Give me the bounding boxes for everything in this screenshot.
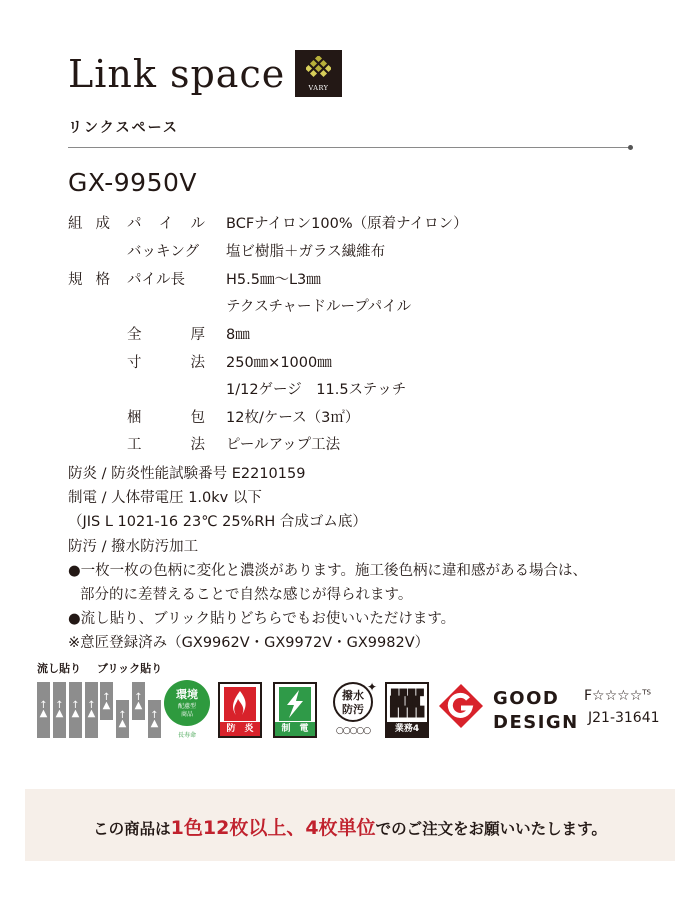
people-icon: ■■■■ ██ ██ █ █ █ █ [390, 687, 424, 718]
note-install: ●流し貼り、ブリック貼りどちらでもお使いいただけます。 [68, 611, 456, 628]
sparkle-icon: ✦ [366, 680, 377, 694]
certification-number: J21-31641 [588, 710, 660, 726]
antistatic-badge [273, 682, 317, 738]
banner-text-2: でのご注文をお願いいたします。 [375, 820, 607, 838]
vary-diamond-icon [306, 56, 331, 81]
flame-icon [224, 687, 256, 721]
method-label: 工 法 [127, 437, 205, 453]
banner-text-1: この商品は [93, 820, 171, 838]
note-antistatic: 制電 / 人体帯電圧 1.0kv 以下 [68, 490, 262, 507]
note-fireproof: 防炎 / 防炎性能試験番号 E2210159 [68, 466, 306, 482]
pile-value: BCFナイロン100%（原着ナイロン） [226, 216, 468, 232]
business-use-badge [385, 682, 429, 738]
fireproof-badge [218, 682, 262, 738]
wave-icon: ○○○○○ [335, 726, 371, 736]
f-star-rating: F☆☆☆☆$^{TS}$ [584, 688, 651, 704]
note-jis: （JIS L 1021-16 23℃ 25%RH 合成ゴム底） [68, 514, 367, 531]
eco-sub-label: 長寿命 [177, 732, 196, 739]
water-repellent-badge: 撥水 防汚 ✦ ○○○○○ [329, 682, 377, 738]
packing-label: 梱 包 [127, 410, 205, 426]
size-value: 250㎜×1000㎜ [226, 355, 332, 371]
thickness-value: 8㎜ [226, 327, 250, 343]
backing-value: 塩ビ樹脂＋ガラス繊維布 [226, 244, 386, 260]
pile-length-label: パイル長 [127, 272, 185, 288]
eco-product-badge: 環境 配慮型 商品 [164, 680, 210, 726]
business-label: 業務4 [387, 722, 427, 736]
straight-install-icon: ↑ ▲ ↑ ▲ ↑ ▲ ↑ ▲ [37, 682, 98, 738]
backing-label: バッキング [127, 244, 200, 260]
gauge-value: 1/12ゲージ 11.5ステッチ [226, 382, 407, 398]
standard-label: 規 格 [68, 272, 110, 288]
method-value: ピールアップ工法 [226, 437, 341, 453]
product-subtitle: リンクスペース [68, 120, 179, 136]
packing-value: 12枚/ケース（3㎡） [226, 410, 360, 426]
pile-length-value: H5.5㎜〜L3㎜ [226, 272, 321, 288]
logo-text: VARY [308, 84, 329, 92]
composition-label: 組 成 [68, 216, 110, 232]
notes-block [68, 462, 587, 656]
divider-dot [628, 145, 633, 150]
thickness-label: 全 厚 [127, 327, 205, 343]
note-design-registered: ※意匠登録済み（GX9962V・GX9972V・GX9982V） [68, 635, 430, 652]
antistatic-label: 制 電 [275, 722, 315, 736]
vary-logo [295, 50, 342, 97]
note-color-variation-cont: 部分的に差替えることで自然な感じが得られます。 [80, 587, 413, 604]
note-stain: 防汚 / 撥水防汚加工 [68, 538, 199, 555]
model-number: GX-9950V [68, 168, 197, 197]
good-design-text: GOOD DESIGN [493, 688, 579, 733]
good-design-g-icon [437, 682, 485, 730]
size-label: 寸 法 [127, 355, 205, 371]
banner-min-order: 1色12枚以上、4枚単位 [170, 817, 376, 839]
lightning-icon [279, 687, 311, 721]
pile-label: パ イ ル [127, 216, 205, 232]
order-notice-banner [25, 789, 675, 861]
note-color-variation: ●一枚一枚の色柄に変化と濃淡があります。施工後色柄に違和感がある場合は、 [68, 562, 587, 579]
brick-install-label: ブリック貼り [97, 662, 163, 675]
fireproof-label: 防 炎 [220, 722, 260, 736]
pile-type-value: テクスチャードループパイル [226, 299, 412, 315]
divider [68, 147, 630, 148]
product-title: Link space [68, 52, 286, 96]
straight-install-label: 流し貼り [37, 662, 81, 675]
